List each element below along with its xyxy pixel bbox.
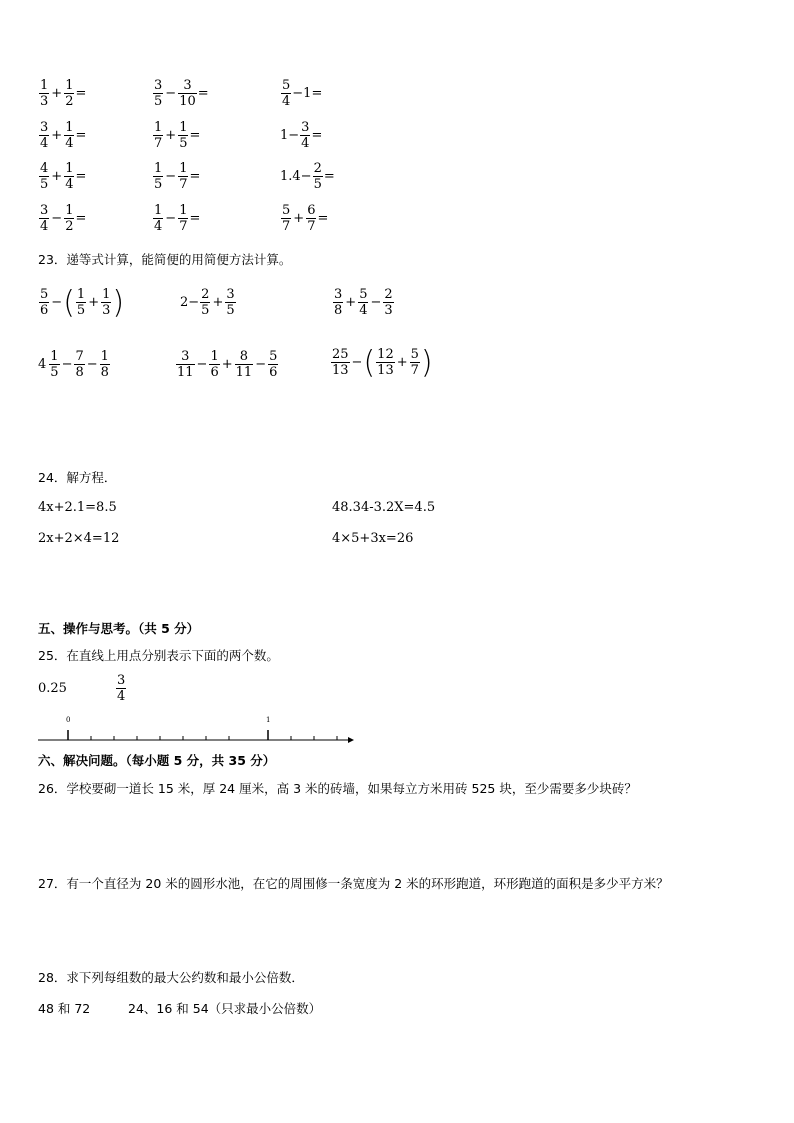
numerator: 5 xyxy=(359,287,368,302)
denominator: 4 xyxy=(65,136,74,151)
numerator: 2 xyxy=(201,287,210,302)
denominator: 5 xyxy=(226,303,235,318)
q28-group-2: 24、16 和 54（只求最小公倍数） xyxy=(128,1001,322,1016)
operator: − xyxy=(370,295,382,310)
denominator: 4 xyxy=(359,303,368,318)
denominator: 2 xyxy=(65,219,74,234)
denominator: 8 xyxy=(100,365,109,380)
operator: − xyxy=(51,211,63,226)
numerator: 1 xyxy=(40,78,49,93)
equals: = xyxy=(189,169,201,184)
operator: + xyxy=(212,295,224,310)
axis-label-one: 1 xyxy=(266,716,271,724)
numerator: 1 xyxy=(65,203,74,218)
numerator: 2 xyxy=(384,287,393,302)
denominator: 8 xyxy=(75,365,84,380)
numerator: 1 xyxy=(102,287,111,302)
denominator: 7 xyxy=(307,219,316,234)
q24-equation-2: 48.34-3.2X=4.5 xyxy=(332,500,436,515)
denominator: 13 xyxy=(332,363,349,378)
numerator: 1 xyxy=(179,161,188,176)
denominator: 7 xyxy=(179,177,188,192)
calc-r4-b xyxy=(152,203,200,234)
numerator: 1 xyxy=(154,120,163,135)
q23-expr-6 xyxy=(330,343,433,381)
calc-r1-c xyxy=(280,78,322,109)
calc-r1-b xyxy=(152,78,209,109)
operator: − xyxy=(165,211,177,226)
operator: − xyxy=(351,355,363,370)
numerator: 5 xyxy=(410,347,419,362)
operator: + xyxy=(396,355,408,370)
calc-r2-a xyxy=(38,120,86,151)
numerator: 5 xyxy=(269,349,278,364)
calc-r3-c xyxy=(280,161,335,192)
equals: = xyxy=(75,128,87,143)
equals: = xyxy=(189,211,201,226)
q23-expr-3 xyxy=(332,287,395,318)
equals: = xyxy=(75,211,87,226)
denominator: 3 xyxy=(102,303,111,318)
operator: + xyxy=(165,128,177,143)
calc-r4-a xyxy=(38,203,86,234)
denominator: 5 xyxy=(50,365,59,380)
calc-r2-c xyxy=(280,120,322,151)
operator: − xyxy=(196,357,208,372)
denominator: 5 xyxy=(40,177,49,192)
equals: = xyxy=(189,128,201,143)
q23-expr-5 xyxy=(175,349,279,380)
operator: + xyxy=(51,128,63,143)
equals: = xyxy=(75,169,87,184)
denominator: 4 xyxy=(40,219,49,234)
prefix: 1.4− xyxy=(280,169,312,184)
numerator: 1 xyxy=(179,203,188,218)
equals: = xyxy=(75,86,87,101)
q25-number-decimal: 0.25 xyxy=(38,681,67,696)
numerator: 1 xyxy=(65,161,74,176)
q24-equation-3: 2x+2×4=12 xyxy=(38,531,120,546)
denominator: 6 xyxy=(210,365,219,380)
equals: = xyxy=(311,128,323,143)
operator: − xyxy=(165,86,177,101)
operator: − xyxy=(61,357,73,372)
numerator: 5 xyxy=(40,287,49,302)
whole-part: 4 xyxy=(38,357,47,372)
numerator: 1 xyxy=(179,120,188,135)
numerator: 3 xyxy=(334,287,343,302)
numerator: 2 xyxy=(313,161,322,176)
denominator: 10 xyxy=(179,94,196,109)
number-line-ticks xyxy=(68,730,337,740)
operator: − xyxy=(255,357,267,372)
q28-group-1: 48 和 72 xyxy=(38,1001,91,1016)
denominator: 4 xyxy=(40,136,49,151)
denominator: 4 xyxy=(282,94,291,109)
numerator: 3 xyxy=(183,78,192,93)
denominator: 7 xyxy=(179,219,188,234)
q26-text: 26．学校要砌一道长 15 米，厚 24 厘米，高 3 米的砖墙，如果每立方米用砖 525 块，至少需要多少块砖？ xyxy=(38,781,637,796)
numerator: 1 xyxy=(76,287,86,302)
section-6-heading: 六、解决问题。（每小题 5 分，共 35 分） xyxy=(38,753,276,768)
denominator: 7 xyxy=(282,219,291,234)
denominator: 4 xyxy=(117,689,126,704)
operator: + xyxy=(88,295,100,310)
numerator: 4 xyxy=(40,161,49,176)
numerator: 3 xyxy=(117,673,126,688)
denominator: 3 xyxy=(384,303,393,318)
denominator: 13 xyxy=(377,363,394,378)
denominator: 5 xyxy=(201,303,210,318)
q25-number-fraction xyxy=(115,673,127,704)
numerator: 1 xyxy=(154,203,163,218)
numerator: 3 xyxy=(154,78,163,93)
q23-expr-2 xyxy=(180,287,237,318)
denominator: 4 xyxy=(154,219,163,234)
q23-title: 23．递等式计算，能简便的用简便方法计算。 xyxy=(38,252,292,267)
equals: = xyxy=(317,211,329,226)
numerator: 3 xyxy=(40,120,49,135)
operator: + xyxy=(345,295,357,310)
calc-r4-c xyxy=(280,203,328,234)
numerator: 7 xyxy=(75,349,84,364)
q27-text: 27．有一个直径为 20 米的圆形水池，在它的周围修一条宽度为 2 米的环形跑道，环形跑道的面积是多少平方米？ xyxy=(38,876,669,891)
numerator: 5 xyxy=(282,203,291,218)
denominator: 11 xyxy=(235,365,253,380)
q28-text: 28．求下列每组数的最大公约数和最小公倍数． xyxy=(38,970,304,985)
denominator: 8 xyxy=(334,303,343,318)
operator: − xyxy=(165,169,177,184)
calc-r3-a xyxy=(38,161,86,192)
numerator: 25 xyxy=(332,347,349,362)
denominator: 6 xyxy=(40,303,49,318)
numerator: 1 xyxy=(100,349,109,364)
denominator: 6 xyxy=(269,365,278,380)
numerator: 3 xyxy=(40,203,49,218)
denominator: 4 xyxy=(65,177,74,192)
numerator: 1 xyxy=(65,78,74,93)
calc-r2-b xyxy=(152,120,200,151)
axis-label-zero: 0 xyxy=(66,716,71,724)
operator: + xyxy=(51,169,63,184)
operator: − xyxy=(51,295,63,310)
numerator: 1 xyxy=(50,349,59,364)
numerator: 3 xyxy=(301,120,310,135)
calc-r1-a xyxy=(38,78,86,109)
equals: = xyxy=(323,169,335,184)
section-5-heading: 五、操作与思考。（共 5 分） xyxy=(38,621,200,636)
right-paren: ) xyxy=(420,343,433,381)
operator: − xyxy=(86,357,98,372)
number-line xyxy=(36,712,356,748)
q24-equation-1: 4x+2.1=8.5 xyxy=(38,500,117,515)
numerator: 3 xyxy=(181,349,190,364)
prefix: 2− xyxy=(180,295,200,310)
denominator: 3 xyxy=(40,94,49,109)
denominator: 2 xyxy=(65,94,74,109)
denominator: 11 xyxy=(177,365,194,380)
numerator: 8 xyxy=(239,349,249,364)
denominator: 4 xyxy=(301,136,310,151)
prefix: 1− xyxy=(280,128,300,143)
denominator: 5 xyxy=(76,303,86,318)
operator: + xyxy=(293,211,305,226)
denominator: 5 xyxy=(313,177,322,192)
denominator: 5 xyxy=(154,177,163,192)
right-paren: ) xyxy=(112,283,125,321)
denominator: 5 xyxy=(179,136,188,151)
numerator: 1 xyxy=(65,120,74,135)
left-paren: ( xyxy=(363,343,376,381)
q24-title: 24．解方程． xyxy=(38,470,117,485)
numerator: 1 xyxy=(154,161,163,176)
denominator: 7 xyxy=(410,363,419,378)
numerator: 12 xyxy=(377,347,394,362)
numerator: 5 xyxy=(282,78,291,93)
numerator: 1 xyxy=(210,349,219,364)
q24-equation-4: 4×5+3x=26 xyxy=(332,531,414,546)
q25-title: 25．在直线上用点分别表示下面的两个数。 xyxy=(38,648,279,663)
left-paren: ( xyxy=(63,283,75,321)
q23-expr-4 xyxy=(38,349,111,380)
equals: = xyxy=(197,86,209,101)
q23-expr-1 xyxy=(38,283,125,321)
numerator: 6 xyxy=(307,203,316,218)
operator: + xyxy=(51,86,63,101)
number-line-arrow xyxy=(348,737,354,743)
denominator: 5 xyxy=(154,94,163,109)
operator: + xyxy=(221,357,233,372)
equals: −1= xyxy=(292,86,323,101)
calc-r3-b xyxy=(152,161,200,192)
numerator: 3 xyxy=(226,287,235,302)
denominator: 7 xyxy=(154,136,163,151)
